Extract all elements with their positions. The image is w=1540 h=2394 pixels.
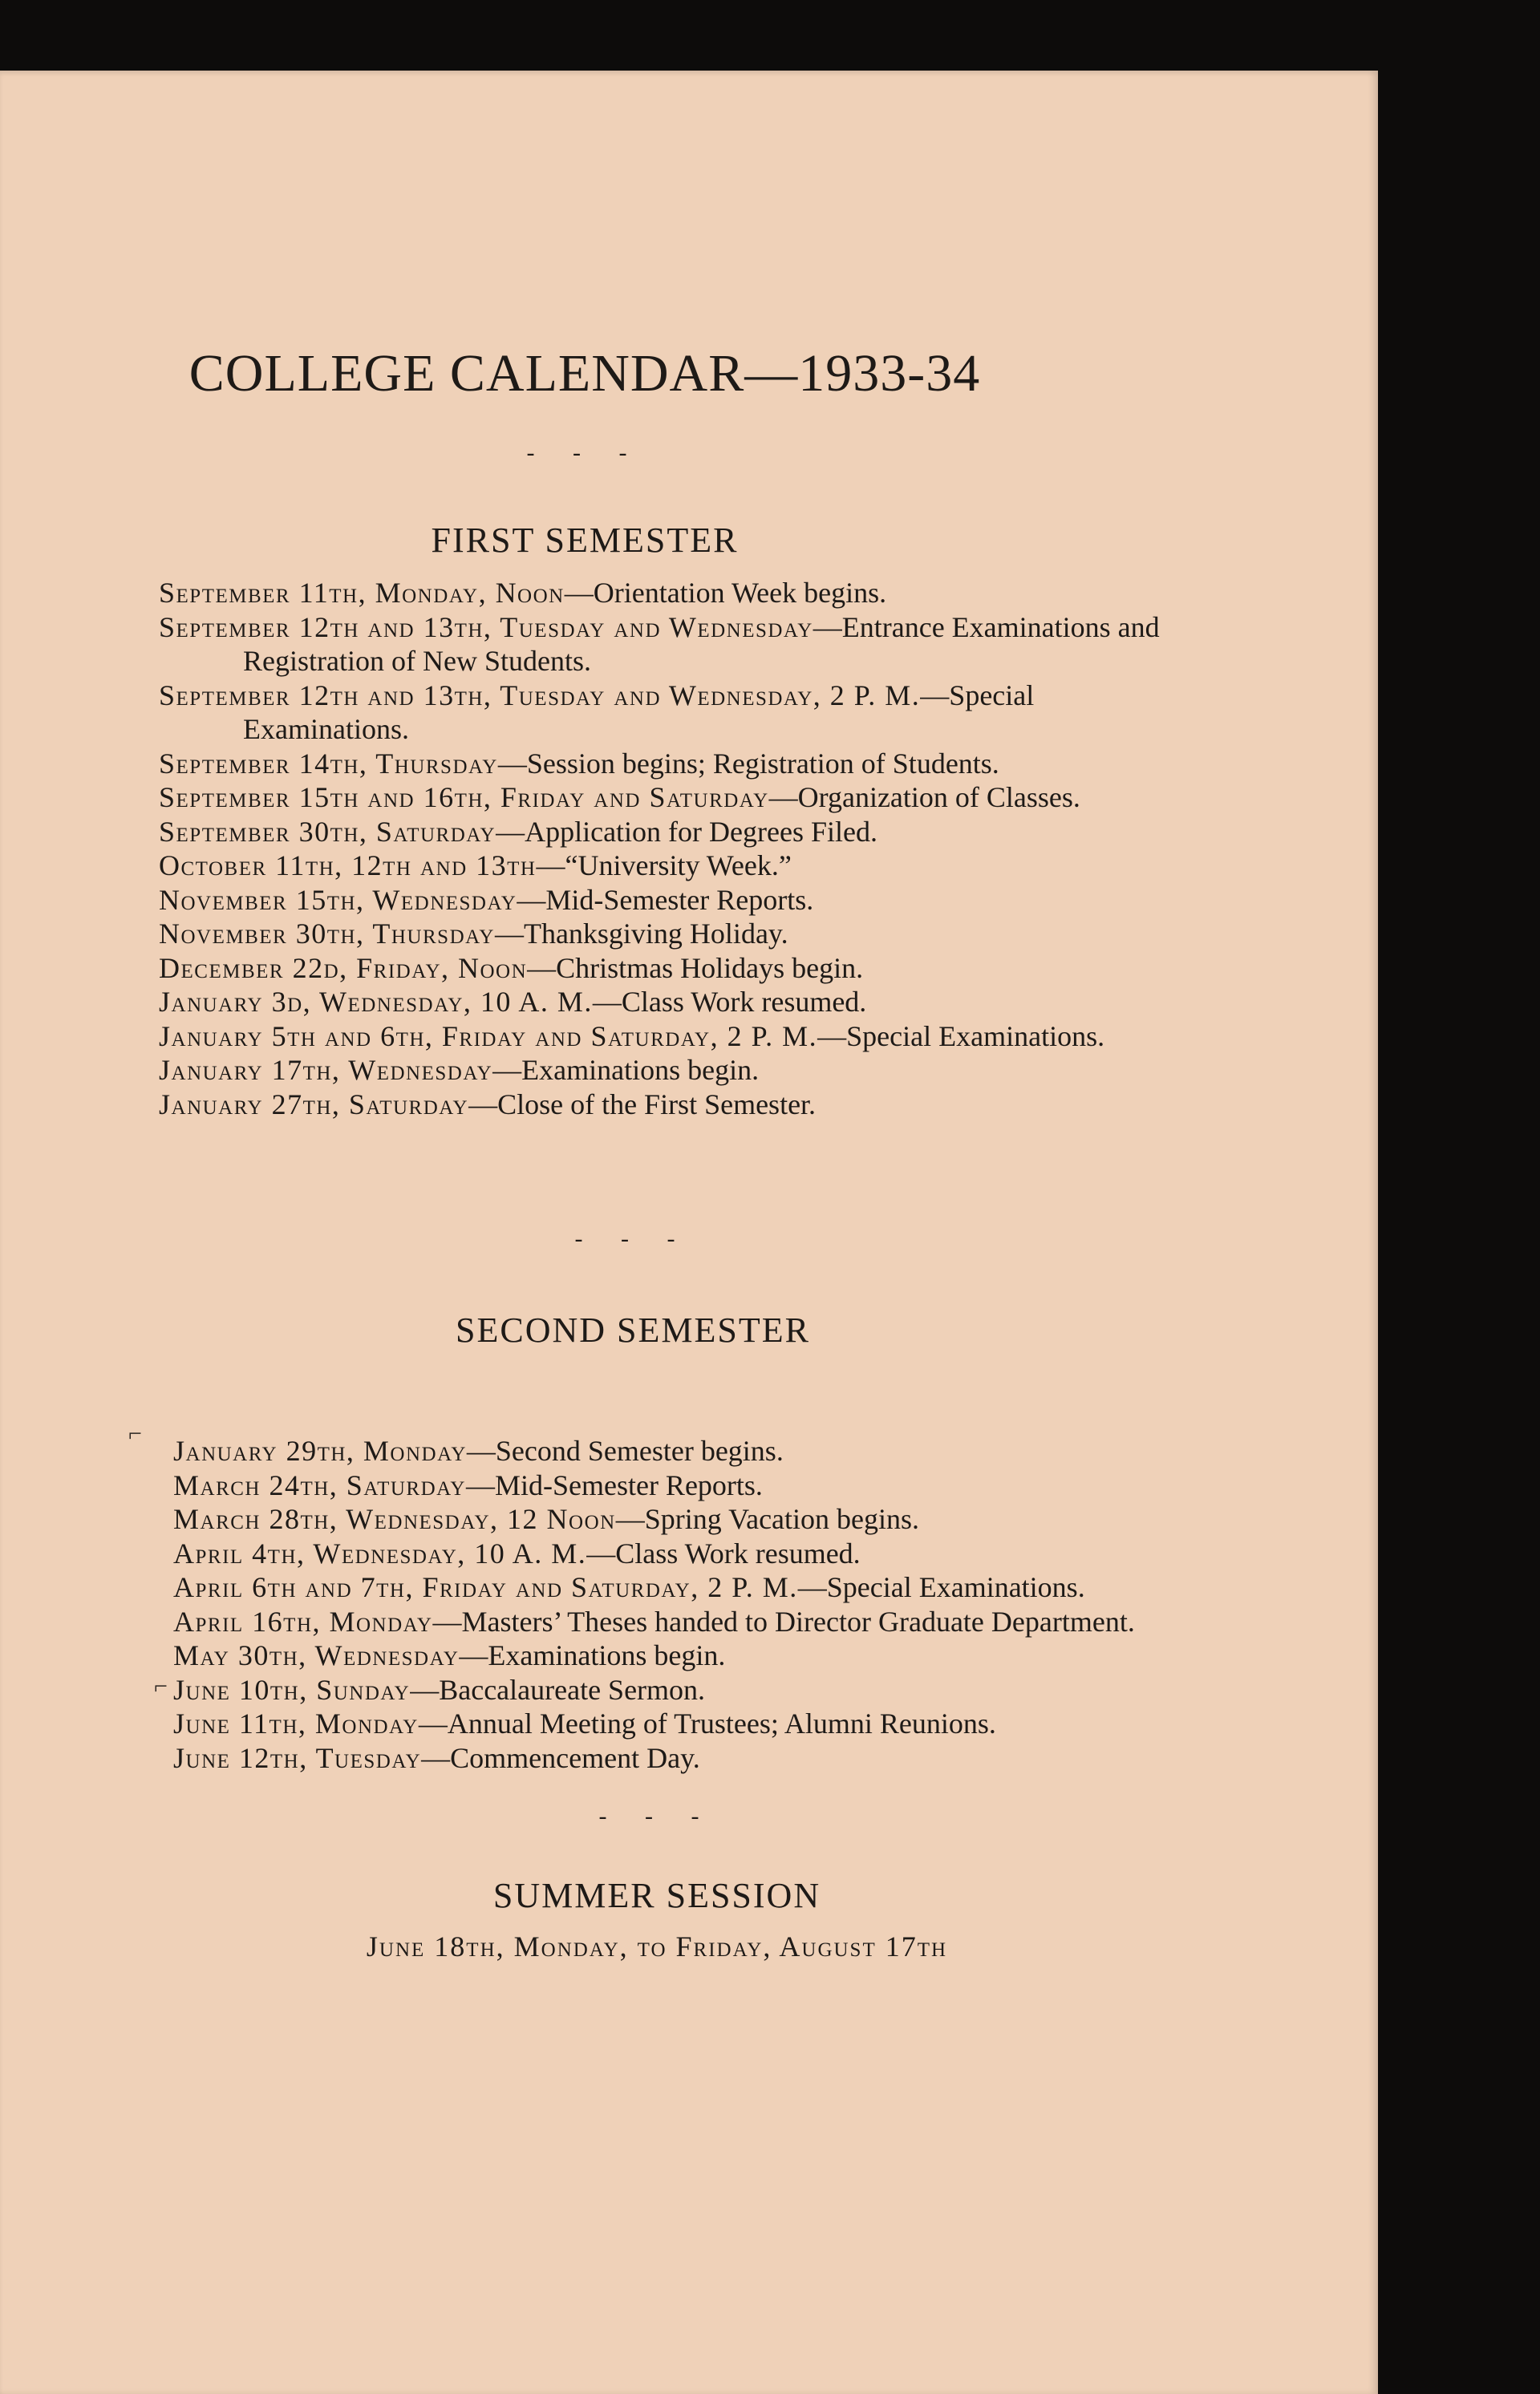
entry-text: —Orientation Week begins. bbox=[564, 577, 887, 609]
entry-text: —Organization of Classes. bbox=[768, 781, 1080, 813]
entry-date: May 30th, Wednesday bbox=[173, 1639, 460, 1671]
list-item bbox=[159, 917, 1185, 951]
entry-text: —Application for Degrees Filed. bbox=[496, 815, 877, 848]
entry-text: —Special Examinations. bbox=[797, 1571, 1085, 1603]
entry-text: —Examinations begin. bbox=[459, 1639, 726, 1671]
list-item bbox=[159, 679, 1185, 747]
list-item bbox=[159, 1053, 1185, 1088]
list-item bbox=[159, 1019, 1185, 1054]
entry-text: —Spring Vacation begins. bbox=[615, 1503, 920, 1535]
entry-date: April 4th, Wednesday, 10 A. M. bbox=[173, 1537, 587, 1570]
entry-date: January 17th, Wednesday bbox=[159, 1054, 493, 1086]
entry-text: —Examinations begin. bbox=[492, 1054, 760, 1086]
list-item bbox=[159, 815, 1185, 849]
entry-text: —Special Examinations. bbox=[817, 1019, 1105, 1052]
entry-date: June 12th, Tuesday bbox=[173, 1741, 422, 1774]
entry-text: —Commencement Day. bbox=[421, 1741, 700, 1774]
entry-date: September 12th and 13th, Tuesday and Wednesday, 2 P. M. bbox=[159, 679, 921, 711]
pencil-mark-icon: ⌐ bbox=[154, 1673, 168, 1699]
first-semester-list bbox=[159, 576, 1185, 1121]
list-item bbox=[173, 1502, 1200, 1537]
list-item bbox=[173, 1741, 1200, 1776]
entry-date: January 29th, Monday bbox=[173, 1435, 467, 1467]
entry-date: September 12th and 13th, Tuesday and Wednesday bbox=[159, 610, 813, 643]
list-item bbox=[159, 747, 1185, 781]
summer-session-heading: SUMMER SESSION bbox=[492, 1876, 821, 1915]
entry-text: —Baccalaureate Sermon. bbox=[410, 1673, 706, 1706]
list-item bbox=[159, 576, 1185, 610]
entry-date: March 28th, Wednesday, 12 Noon bbox=[173, 1503, 616, 1535]
calendar-page bbox=[0, 71, 1378, 2394]
entry-date: June 10th, Sunday bbox=[173, 1673, 411, 1706]
entry-date: November 30th, Thursday bbox=[159, 917, 495, 950]
entry-date: October 11th, 12th and 13th bbox=[159, 849, 537, 881]
entry-text: —Annual Meeting of Trustees; Alumni Reunions. bbox=[418, 1707, 996, 1740]
list-item bbox=[159, 1088, 1185, 1122]
second-semester-heading: SECOND SEMESTER bbox=[456, 1310, 810, 1350]
entry-text: —Mid-Semester Reports. bbox=[517, 883, 814, 916]
entry-date: January 5th and 6th, Friday and Saturday, 2 P. M. bbox=[159, 1019, 818, 1052]
list-item bbox=[159, 883, 1185, 917]
entry-text: —Class Work resumed. bbox=[592, 986, 867, 1018]
entry-text: —Close of the First Semester. bbox=[468, 1088, 817, 1120]
second-semester-list bbox=[173, 1434, 1200, 1775]
entry-text: —Christmas Holidays begin. bbox=[527, 951, 864, 984]
ornament-separator: ‐ ‐ ‐ bbox=[526, 440, 643, 466]
list-item bbox=[159, 849, 1185, 883]
list-item bbox=[173, 1468, 1200, 1503]
list-item bbox=[173, 1707, 1200, 1741]
list-item bbox=[173, 1605, 1200, 1639]
entry-date: September 11th, Monday, Noon bbox=[159, 577, 565, 609]
list-item bbox=[173, 1570, 1200, 1605]
list-item bbox=[159, 780, 1185, 815]
entry-date: March 24th, Saturday bbox=[173, 1468, 466, 1501]
list-item bbox=[173, 1537, 1200, 1571]
list-item bbox=[159, 610, 1185, 679]
entry-date: November 15th, Wednesday bbox=[159, 883, 517, 916]
first-semester-heading: FIRST SEMESTER bbox=[431, 521, 739, 560]
entry-text: —Session begins; Registration of Students. bbox=[497, 747, 999, 780]
entry-text: —Second Semester begins. bbox=[466, 1435, 784, 1467]
entry-text: —Masters’ Theses handed to Director Graduate Department. bbox=[432, 1605, 1135, 1638]
entry-date: September 30th, Saturday bbox=[159, 815, 496, 848]
list-item bbox=[159, 951, 1185, 986]
entry-date: January 27th, Saturday bbox=[159, 1088, 469, 1120]
entry-date: April 16th, Monday bbox=[173, 1605, 433, 1638]
ornament-separator: ‐ ‐ ‐ bbox=[574, 1225, 691, 1252]
entry-date: September 15th and 16th, Friday and Saturday bbox=[159, 781, 769, 813]
entry-date: April 6th and 7th, Friday and Saturday, 2 P. M. bbox=[173, 1571, 798, 1603]
entry-text: —Class Work resumed. bbox=[586, 1537, 861, 1570]
entry-date: January 3d, Wednesday, 10 A. M. bbox=[159, 986, 593, 1018]
list-item bbox=[173, 1639, 1200, 1673]
entry-text: —“University Week.” bbox=[536, 849, 792, 881]
entry-text: —Mid-Semester Reports. bbox=[465, 1468, 763, 1501]
list-item bbox=[159, 985, 1185, 1019]
pencil-mark-icon: ⌐ bbox=[128, 1420, 142, 1447]
summer-session-dates: June 18th, Monday, to Friday, August 17th bbox=[366, 1930, 948, 1963]
list-item bbox=[173, 1434, 1200, 1468]
entry-date: December 22d, Friday, Noon bbox=[159, 951, 528, 984]
entry-text: —Special Examinations. bbox=[243, 679, 1035, 745]
entry-date: September 14th, Thursday bbox=[159, 747, 498, 780]
entry-text: —Entrance Examinations and Registration of New Students. bbox=[243, 610, 1160, 677]
entry-date: June 11th, Monday bbox=[173, 1707, 419, 1740]
list-item bbox=[173, 1673, 1200, 1707]
entry-text: —Thanksgiving Holiday. bbox=[494, 917, 788, 950]
ornament-separator: ‐ ‐ ‐ bbox=[598, 1803, 715, 1829]
page-title: COLLEGE CALENDAR—1933-34 bbox=[188, 344, 981, 403]
